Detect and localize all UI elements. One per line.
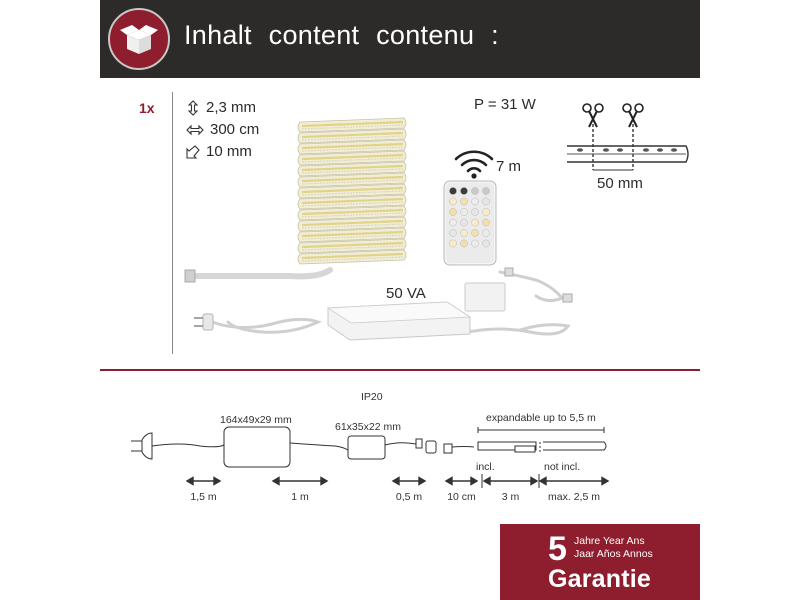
dimension-height-value: 2,3 mm	[206, 99, 257, 116]
cable-length-arrow	[482, 474, 537, 488]
scissors-icon	[623, 104, 643, 127]
remote-button	[471, 229, 478, 236]
strip-loop	[298, 184, 406, 198]
header-bar	[100, 0, 700, 78]
remote-button	[482, 198, 489, 205]
cable-length-label: 3 m	[501, 491, 520, 503]
controller-size: 61x35x22 mm	[335, 421, 401, 433]
not-incl-label: not incl.	[544, 461, 581, 473]
remote-button	[449, 219, 456, 226]
strip-loop	[298, 206, 406, 220]
remote-button	[482, 219, 489, 226]
cable-length-label: max. 2,5 m	[548, 491, 600, 503]
strip-loop	[298, 250, 406, 264]
box-icon-shape	[110, 10, 168, 68]
plug-icon	[194, 314, 213, 330]
cable-length-arrow	[273, 478, 327, 485]
cable-length-arrow	[187, 478, 220, 485]
ip-rating: IP20	[361, 391, 383, 403]
strip-loop	[298, 140, 406, 154]
expandable-label: expandable up to 5,5 m	[486, 412, 596, 424]
page-title: Inhalt content contenu :	[184, 20, 499, 50]
warranty-line-2: Jaar Años Annos	[574, 548, 653, 560]
strip-loop	[298, 129, 406, 143]
remote-button	[482, 208, 489, 215]
warranty-line-1: Jahre Year Ans	[574, 535, 645, 547]
strip-loop	[298, 195, 406, 209]
cable-length-arrow	[539, 474, 608, 488]
remote-button	[471, 187, 478, 194]
warranty-years: 5	[548, 530, 567, 568]
power-rating: P = 31 W	[474, 96, 536, 113]
cable-length-label: 10 cm	[447, 491, 476, 503]
warranty-word: Garantie	[548, 565, 652, 593]
width-arrow-icon	[186, 145, 200, 159]
strip-loop	[298, 162, 406, 176]
quantity-label: 1x	[139, 100, 155, 116]
remote-button	[471, 198, 478, 205]
strip-loop	[298, 151, 406, 165]
strip-loop	[298, 217, 406, 231]
warranty-badge	[500, 524, 700, 600]
length-arrow-icon	[186, 124, 204, 136]
dimension-length	[186, 121, 259, 138]
cable-length-arrow	[393, 478, 425, 485]
strip-loop	[298, 118, 406, 132]
box-icon	[108, 8, 170, 70]
remote-button	[449, 198, 456, 205]
remote-button	[449, 187, 456, 194]
remote-button	[471, 240, 478, 247]
remote-button	[449, 240, 456, 247]
section-separator	[100, 369, 700, 371]
height-arrow-icon	[186, 100, 200, 116]
psu-rating: 50 VA	[386, 285, 426, 302]
dimension-width-value: 10 mm	[206, 143, 252, 160]
strip-loop	[298, 239, 406, 253]
scissors-icon	[583, 104, 603, 127]
incl-label: incl.	[476, 461, 495, 473]
remote-button	[449, 229, 456, 236]
remote-range: 7 m	[496, 158, 522, 175]
dimension-length-value: 300 cm	[210, 121, 260, 138]
cut-interval: 50 mm	[597, 175, 643, 192]
remote-button	[471, 219, 478, 226]
remote-button	[460, 229, 467, 236]
remote-button	[482, 229, 489, 236]
strip-loop	[298, 173, 406, 187]
cable-length-label: 1 m	[291, 491, 309, 503]
remote-button	[460, 219, 467, 226]
remote-button	[449, 208, 456, 215]
cable-length-arrow	[446, 478, 477, 485]
remote-button	[460, 198, 467, 205]
remote-button	[482, 187, 489, 194]
cable-length-label: 0,5 m	[395, 491, 423, 503]
dimension-height	[186, 99, 256, 116]
psu-size: 164x49x29 mm	[220, 414, 292, 426]
remote-button	[460, 187, 467, 194]
strip-loop	[298, 228, 406, 242]
cable-length-label: 1,5 m	[190, 491, 217, 503]
remote-button	[482, 240, 489, 247]
dimension-width	[186, 143, 252, 160]
remote-button	[471, 208, 478, 215]
section-divider	[172, 92, 173, 354]
remote-button	[460, 240, 467, 247]
remote-button	[460, 208, 467, 215]
